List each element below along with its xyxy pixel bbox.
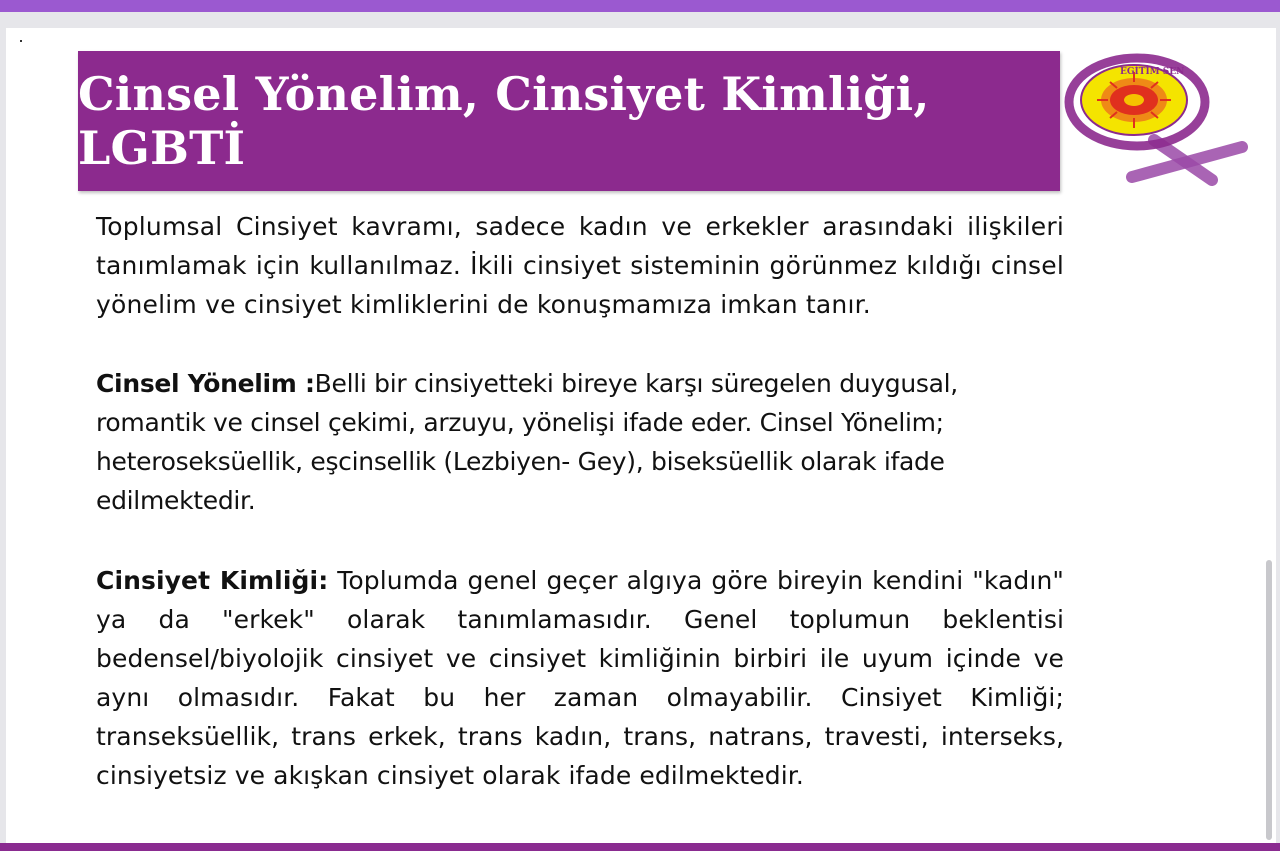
stray-dot [20, 40, 22, 42]
identity-paragraph [96, 561, 1064, 795]
bottom-accent-bar [0, 843, 1280, 851]
orientation-term: Cinsel Yönelim : [96, 369, 315, 398]
intro-text: Toplumsal Cinsiyet kavramı, sadece kadın ve erkekler arasındaki ilişkileri tanımlamak için kullanılmaz. İkili cinsiyet sisteminin görünmez kıldığı cinsel yönelim ve cinsiyet kimliklerini de konuşmamıza imkan tanır. [96, 212, 1064, 319]
top-accent-bar [0, 0, 1280, 12]
intro-paragraph [96, 207, 1064, 324]
identity-definition: Toplumda genel geçer algıya göre bireyin kendini "kadın" ya da "erkek" olarak tanımlamasıdır. Genel toplumun beklentisi bedensel/biyolojik cinsiyet ve cinsiyet kimliğinin birbiri ile uyum içinde ve aynı olmasıdır. Fakat bu her zaman olmayabilir. Cinsiyet Kimliği; transeksüellik, trans erkek, trans kadın, trans, natrans, travesti, interseks, cinsiyetsiz ve akışkan cinsiyet olarak ifade edilmektedir. [96, 566, 1064, 790]
identity-term: Cinsiyet Kimliği: [96, 566, 329, 595]
orientation-definition: Belli bir cinsiyetteki bireye karşı süregelen duygusal, romantik ve cinsel çekimi, arzuyu, yönelişi ifade eder. Cinsel Yönelim; heteroseksüellik, eşcinsellik (Lezbiyen- Gey), biseksüellik olarak ifade edilmektedir. [96, 369, 958, 515]
venus-symbol-logo [1062, 52, 1257, 192]
logo-text: EĞİTİM SEN [1120, 67, 1185, 77]
vertical-scrollbar[interactable] [1266, 560, 1272, 840]
orientation-paragraph [96, 364, 1064, 520]
page-title: Cinsel Yönelim, Cinsiyet Kimliği, LGBTİ [78, 67, 930, 175]
title-banner [78, 51, 1060, 191]
